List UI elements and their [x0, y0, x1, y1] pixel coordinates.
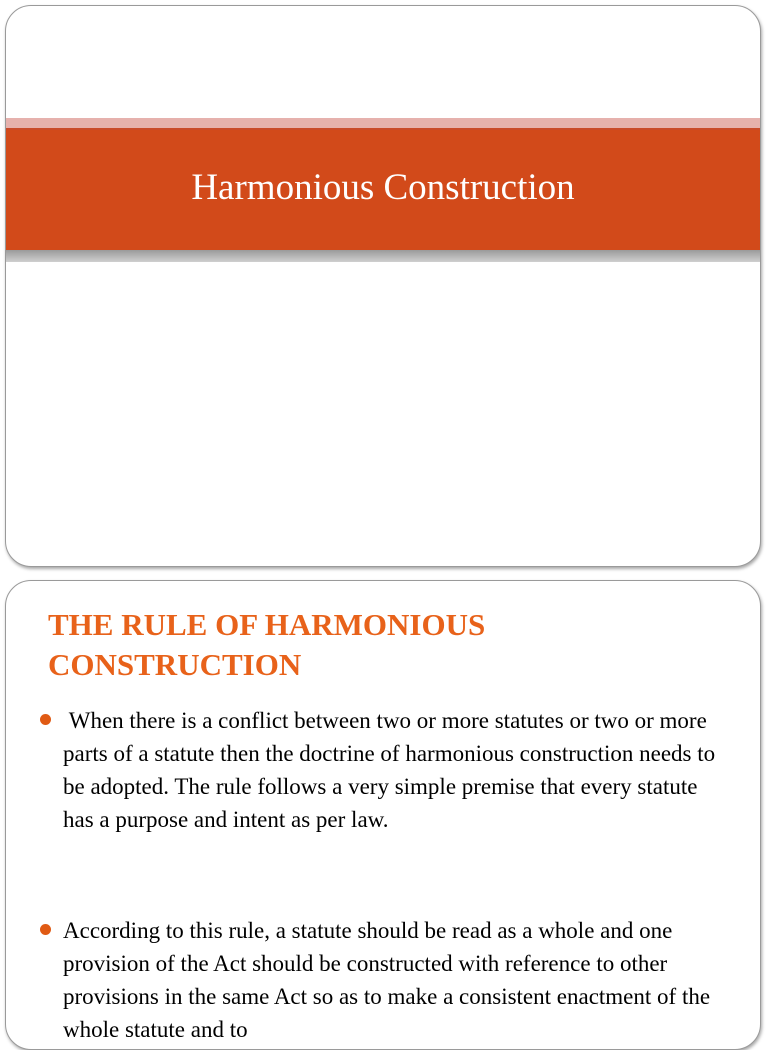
bullet-dot-icon: [40, 924, 51, 935]
band-bottom-shadow: [6, 250, 760, 262]
bullet-item: [40, 914, 720, 1046]
bullet-dot-icon: [40, 714, 51, 725]
bullet-text: According to this rule, a statute should be read as a whole and one provision of the Act should be constructed with reference to other provisions in the same Act so as to make a consistent enactment of the whole statute and to: [63, 918, 711, 1042]
band-top-accent: [6, 118, 760, 128]
bullet-text: When there is a conflict between two or more statutes or two or more parts of a statute then the doctrine of harmonious construction needs to be adopted. The rule follows a very simple premise that every statute has a purpose and intent as per law.: [63, 708, 716, 832]
title-slide: [5, 5, 761, 567]
bullet-item: [40, 704, 720, 836]
content-slide: [5, 580, 761, 1050]
slide-heading: THE RULE OF HARMONIOUS CONSTRUCTION: [48, 607, 486, 682]
slide-title: Harmonious Construction: [191, 167, 575, 208]
